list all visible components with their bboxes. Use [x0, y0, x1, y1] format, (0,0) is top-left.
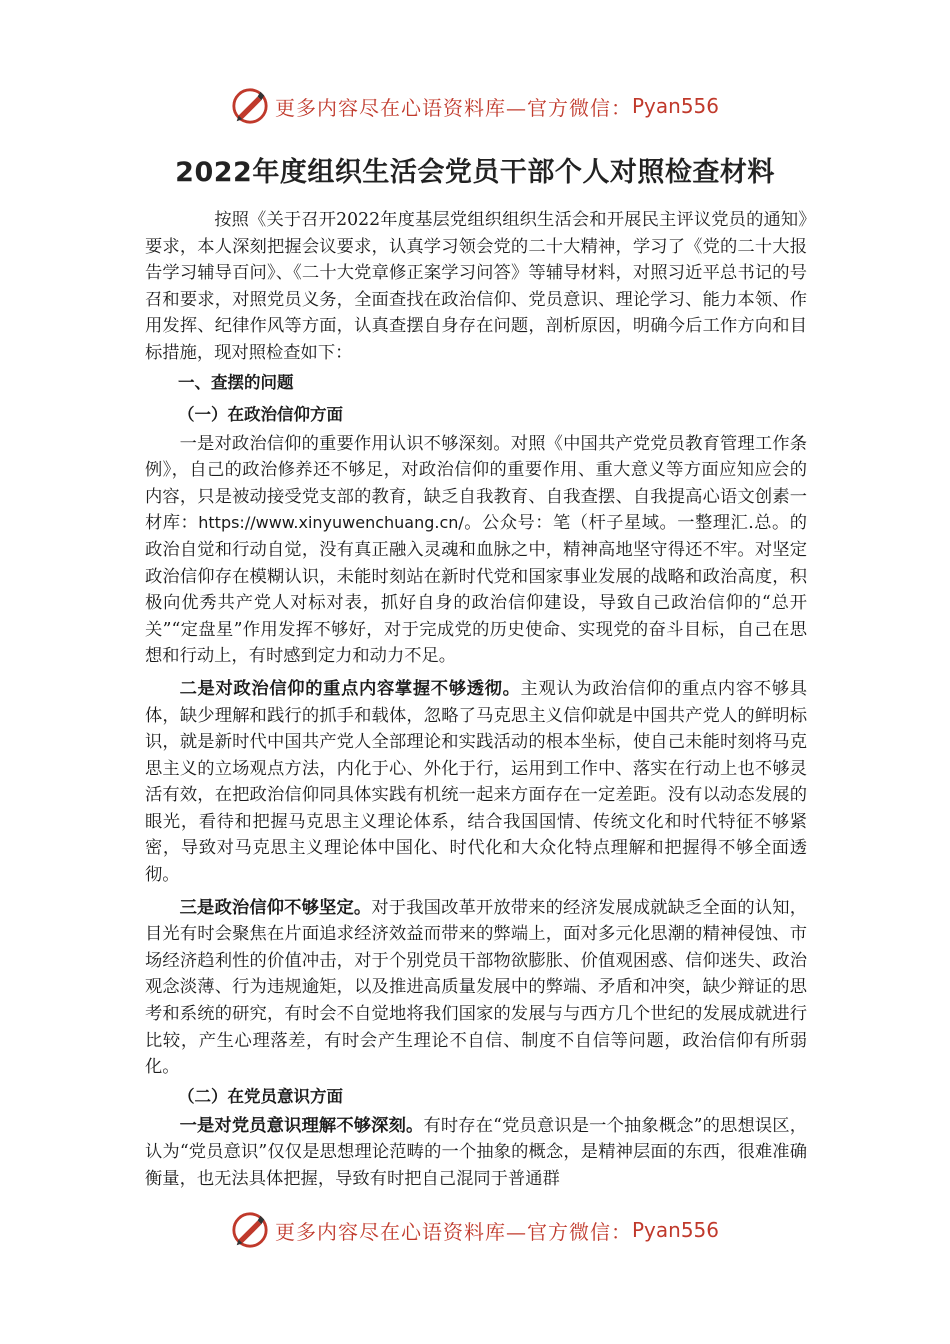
paragraph-1-lead: 一是对政治信仰的重要作用认识不够深刻。 — [179, 433, 511, 454]
paragraph-3-text: 对于我国改革开放带来的经济发展成就缺乏全面的认知，目光有时会聚焦在片面追求经济效益而带来的弊端上，面对多元化思潮的精神侵蚀、市场经济趋利性的价值冲击，对于个别党员干部物欲膨胀、价值观困惑、信仰迷失、政治观念淡薄、行为违规逾矩，以及推进高质量发展中的弊端、矛盾和冲突，缺少辩证的思考和系统的研究，有时会不自觉地将我们国家的发展与与西方几个世纪的发展成就进行比较，产生心理落差，有时会产生理论不自信、制度不自信等问题，政治信仰有所弱化。 — [145, 897, 807, 1078]
paragraph-1-text-a: 对照《中国共产党党员教育管理工作条例》，自己的政治修养还不够足，对政治信仰的重要作用、重大意义等方面应知应会的内容，只是被动接受党支部的教育，缺乏自我教育、自我查摆、自我提高心语文创素一材库： — [145, 433, 807, 534]
banner-wechat-id: Pyan556 — [631, 94, 719, 118]
paragraph-1 — [145, 431, 807, 670]
header-banner[interactable] — [0, 86, 950, 126]
logo-icon — [231, 1211, 269, 1249]
paragraph-4-text: 有时存在“党员意识是一个抽象概念”的思想误区，认为“党员意识”仅仅是思想理论范畴的一个抽象的概念，是精神层面的东西，很难准确衡量，也无法具体把握，导致有时把自己混同于普通群 — [145, 1115, 807, 1189]
banner-text: 更多内容尽在心语资料库—官方微信： — [274, 1219, 632, 1244]
footer-banner[interactable] — [0, 1210, 950, 1250]
paragraph-3 — [145, 895, 807, 1081]
paragraph-4-lead: 一是对党员意识理解不够深刻。 — [179, 1115, 424, 1136]
logo-icon — [231, 87, 269, 125]
subsection-heading: （一）在政治信仰方面 — [178, 404, 343, 424]
paragraph-2 — [145, 676, 807, 889]
page-title: 2022年度组织生活会党员干部个人对照检查材料 — [175, 157, 775, 188]
paragraph-3-lead: 三是政治信仰不够坚定。 — [179, 897, 372, 918]
banner-wechat-id: Pyan556 — [631, 1218, 719, 1242]
paragraph-2-text: 主观认为政治信仰的重点内容不够具体，缺少理解和践行的抓手和载体，忽略了马克思主义信仰就是中国共产党人的鲜明标识，就是新时代中国共产党人全部理论和实践活动的根本坐标，使自己未能时刻将马克思主义的立场观点方法，内化于心、外化于行，运用到工作中、落实在行动上也不够灵活有效，在把政治信仰同具体实践有机统一起来方面存在一定差距。没有以动态发展的眼光，看待和把握马克思主义理论体系，结合我国国情、传统文化和时代特征不够紧密，导致对马克思主义理论体中国化、时代化和大众化特点理解和把握得不够全面透彻。 — [145, 678, 807, 886]
paragraph-1-text-b: 。公众号：笔（杆子星域。一整理汇.总。的政治自觉和行动自觉，没有真正融入灵魂和血脉之中，精神高地坚守得还不牢。对坚定政治信仰存在模糊认识，未能时刻站在新时代党和国家事业发展的战略和政治高度，积极向优秀共产党人对标对表，抓好自身的政治信仰建设，导致自己政治信仰的“总开关”“定盘星”作用发挥不够好，对于完成党的历史使命、实现党的奋斗目标，自己在思想和行动上，有时感到定力和动力不足。 — [145, 513, 807, 667]
paragraph-1-url[interactable]: https://www.xinyuwenchuang.cn/ — [198, 513, 464, 533]
document-body — [145, 207, 807, 1193]
paragraph-2-lead: 二是对政治信仰的重点内容掌握不够透彻。 — [179, 678, 521, 699]
paragraph-4 — [145, 1113, 807, 1193]
subsection-heading-2: （二）在党员意识方面 — [178, 1086, 343, 1106]
intro-paragraph: 按照《关于召开2022年度基层党组织组织生活会和开展民主评议党员的通知》要求，本人深刻把握会议要求，认真学习领会党的二十大精神，学习了《党的二十大报告学习辅导百问》、《二十大党章修正案学习问答》等辅导材料，对照习近平总书记的号召和要求，对照党员义务，全面查找在政治信仰、党员意识、理论学习、能力本领、作用发挥、纪律作风等方面，认真查摆自身存在问题，剖析原因，明确今后工作方向和目标措施，现对照检查如下： — [145, 210, 807, 363]
banner-text: 更多内容尽在心语资料库—官方微信： — [274, 95, 632, 120]
section-heading: 一、查摆的问题 — [178, 372, 294, 392]
